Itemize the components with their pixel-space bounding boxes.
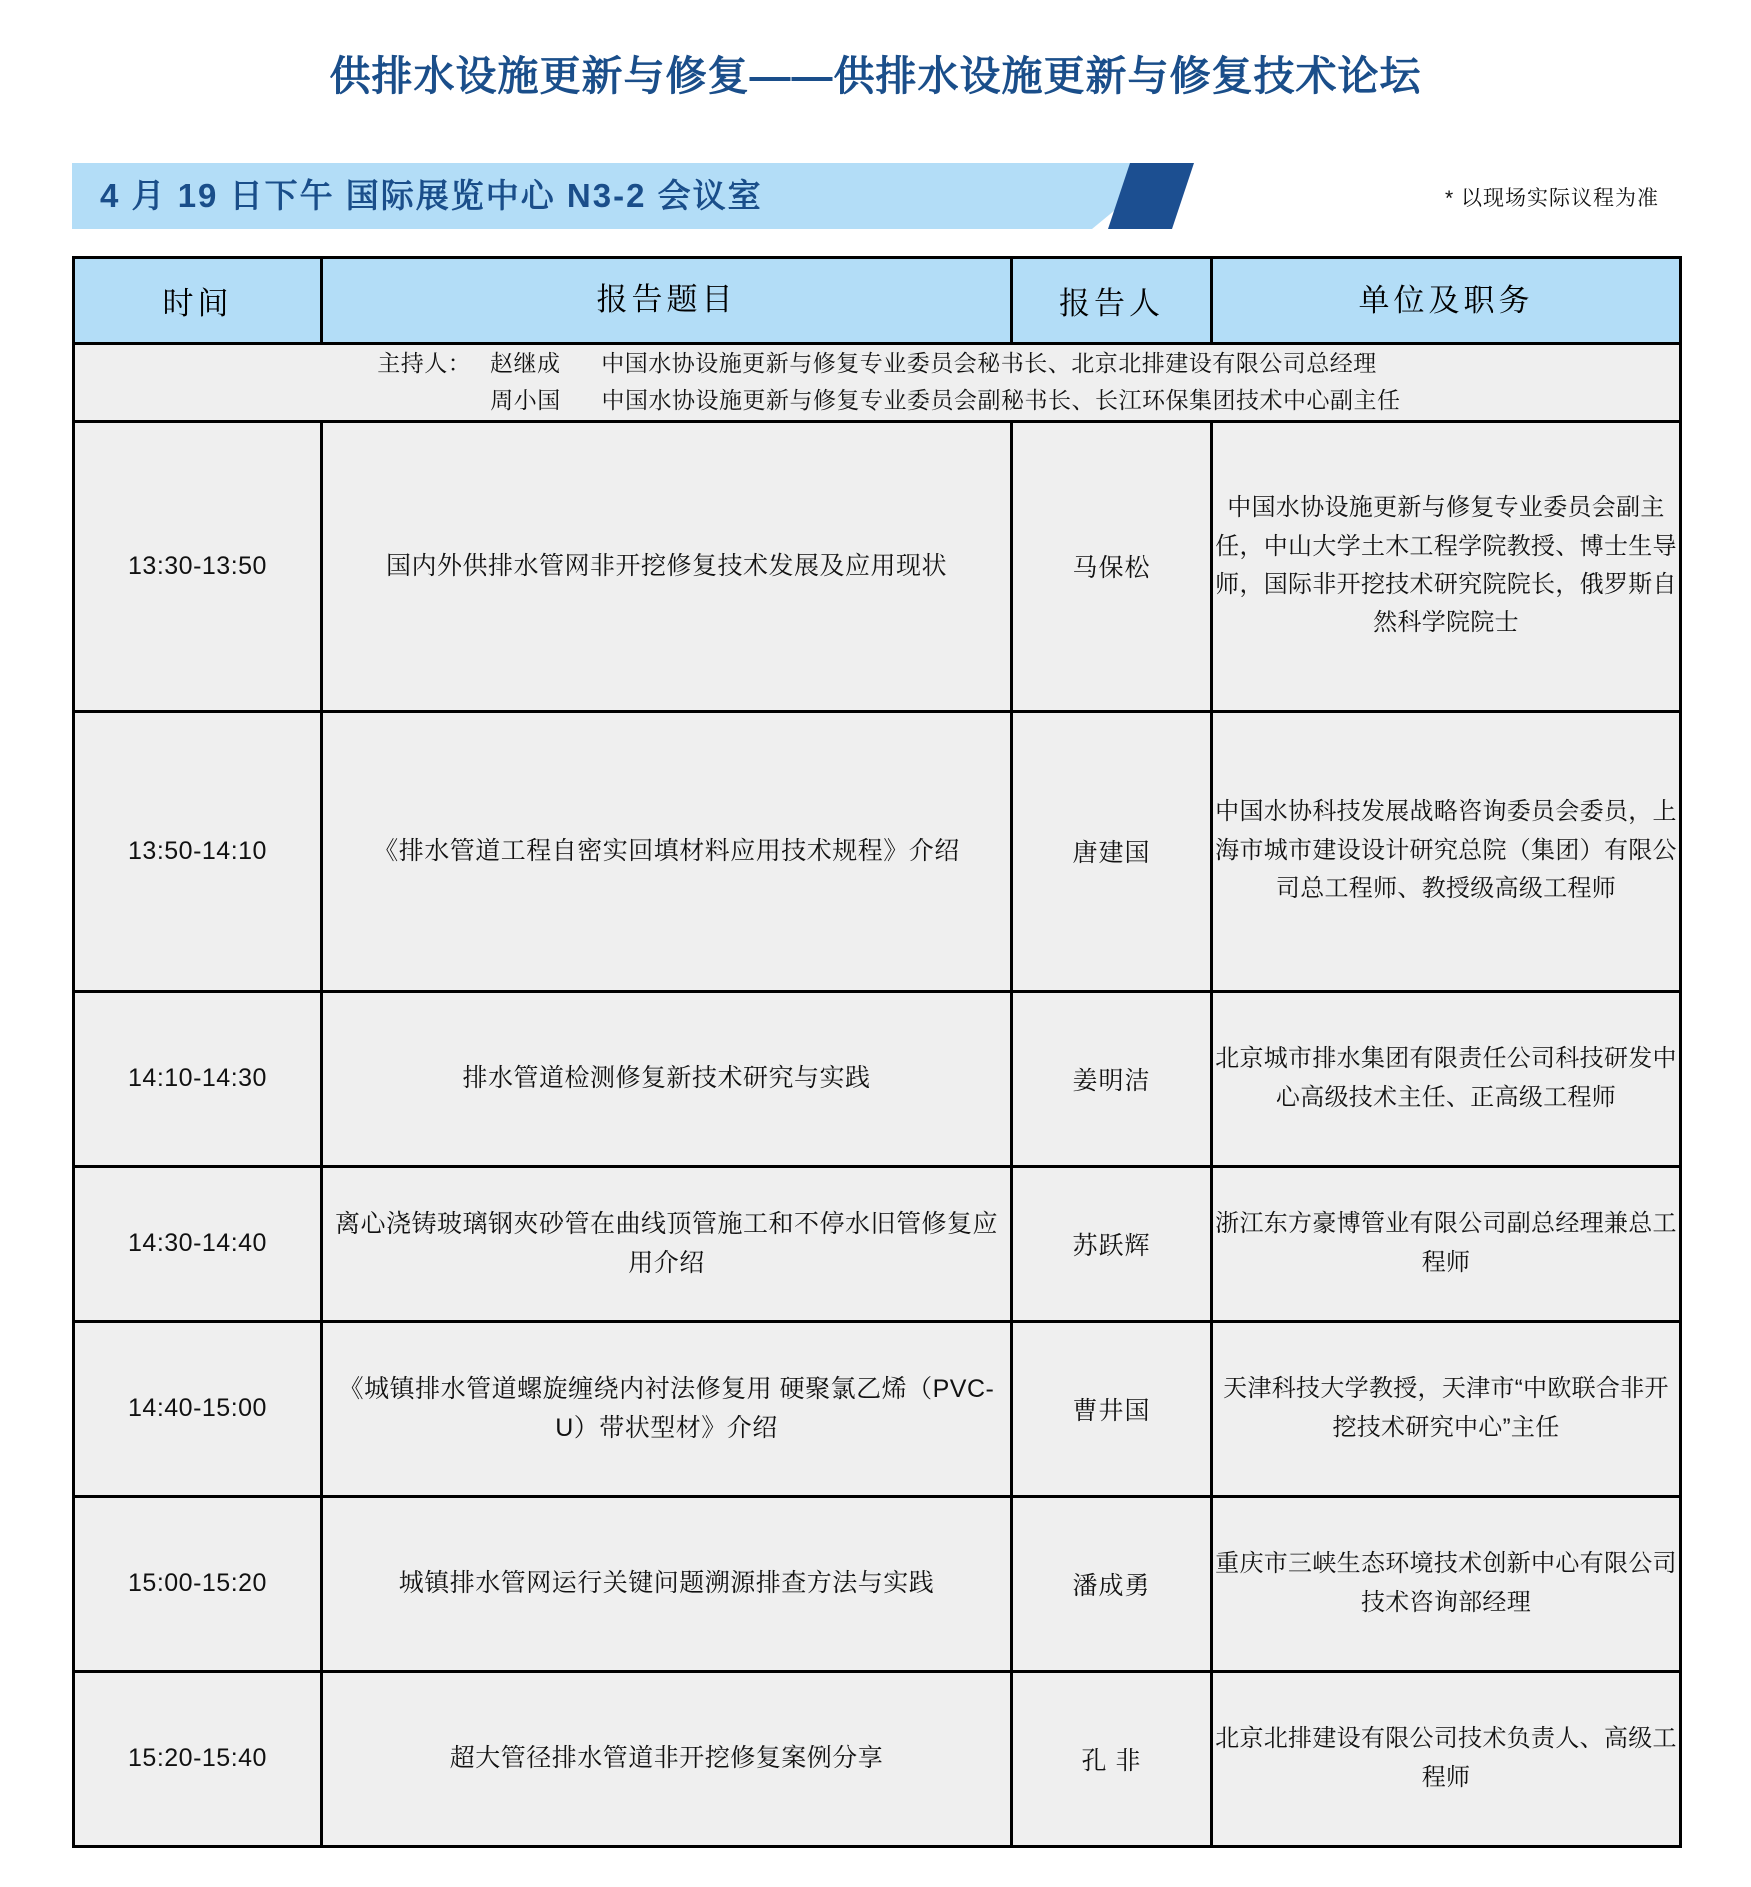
table-row [74,1321,1681,1496]
cell-topic: 超大管径排水管道非开挖修复案例分享 [322,1671,1012,1846]
cell-time: 13:30-13:50 [74,421,322,711]
host-title-2: 中国水协设施更新与修复专业委员会副秘书长、长江环保集团技术中心副主任 [601,387,1401,414]
cell-topic: 国内外供排水管网非开挖修复技术发展及应用现状 [322,421,1012,711]
column-header-org: 单位及职务 [1212,258,1681,344]
cell-time: 14:40-15:00 [74,1321,322,1496]
cell-org: 重庆市三峡生态环境技术创新中心有限公司技术咨询部经理 [1212,1496,1681,1671]
cell-speaker: 马保松 [1012,421,1212,711]
table-row [74,1496,1681,1671]
agenda-table [72,256,1682,1848]
cell-speaker: 唐建国 [1012,711,1212,991]
table-header-row [74,258,1681,344]
host-name-2: 周小国 [490,387,561,414]
column-header-time: 时间 [74,258,322,344]
cell-org: 中国水协科技发展战略咨询委员会委员，上海市城市建设设计研究总院（集团）有限公司总工程师、教授级高级工程师 [1212,711,1681,991]
host-label: 主持人： [377,350,472,376]
session-banner [72,163,1172,229]
banner-datetime-venue: 4 月 19 日下午 国际展览中心 N3-2 会议室 [100,177,763,214]
table-row [74,421,1681,711]
cell-topic: 《排水管道工程自密实回填材料应用技术规程》介绍 [322,711,1012,991]
column-header-topic: 报告题目 [322,258,1012,344]
column-header-speaker: 报告人 [1012,258,1212,344]
cell-org: 中国水协设施更新与修复专业委员会副主任，中山大学土木工程学院教授、博士生导师，国际非开挖技术研究院院长，俄罗斯自然科学院院士 [1212,421,1681,711]
host-name-1: 赵继成 [490,350,561,376]
cell-time: 14:10-14:30 [74,991,322,1166]
host-row [74,344,1681,422]
page-title: 供排水设施更新与修复——供排水设施更新与修复技术论坛 [329,53,1422,99]
table-row [74,1671,1681,1846]
cell-time: 15:20-15:40 [74,1671,322,1846]
cell-speaker: 曹井国 [1012,1321,1212,1496]
table-row [74,1166,1681,1321]
cell-speaker: 姜明洁 [1012,991,1212,1166]
table-row [74,711,1681,991]
cell-time: 14:30-14:40 [74,1166,322,1321]
host-line-2 [75,382,1679,419]
host-title-1: 中国水协设施更新与修复专业委员会秘书长、北京北排建设有限公司总经理 [601,350,1377,376]
cell-speaker: 苏跃辉 [1012,1166,1212,1321]
cell-org: 浙江东方豪博管业有限公司副总经理兼总工程师 [1212,1166,1681,1321]
cell-topic: 排水管道检测修复新技术研究与实践 [322,991,1012,1166]
cell-topic: 城镇排水管网运行关键问题溯源排查方法与实践 [322,1496,1012,1671]
cell-time: 15:00-15:20 [74,1496,322,1671]
host-line-1 [75,345,1679,382]
cell-speaker: 潘成勇 [1012,1496,1212,1671]
table-row [74,991,1681,1166]
cell-org: 天津科技大学教授，天津市“中欧联合非开挖技术研究中心”主任 [1212,1321,1681,1496]
agenda-disclaimer-note: * 以现场实际议程为准 [1444,187,1659,210]
cell-time: 13:50-14:10 [74,711,322,991]
cell-org: 北京北排建设有限公司技术负责人、高级工程师 [1212,1671,1681,1846]
cell-topic: 离心浇铸玻璃钢夾砂管在曲线顶管施工和不停水旧管修复应用介绍 [322,1166,1012,1321]
cell-topic: 《城镇排水管道螺旋缠绕内衬法修复用 硬聚氯乙烯（PVC-U）带状型材》介绍 [322,1321,1012,1496]
host-cell [74,344,1681,422]
cell-org: 北京城市排水集团有限责任公司科技研发中心高级技术主任、正高级工程师 [1212,991,1681,1166]
cell-speaker: 孔 非 [1012,1671,1212,1846]
